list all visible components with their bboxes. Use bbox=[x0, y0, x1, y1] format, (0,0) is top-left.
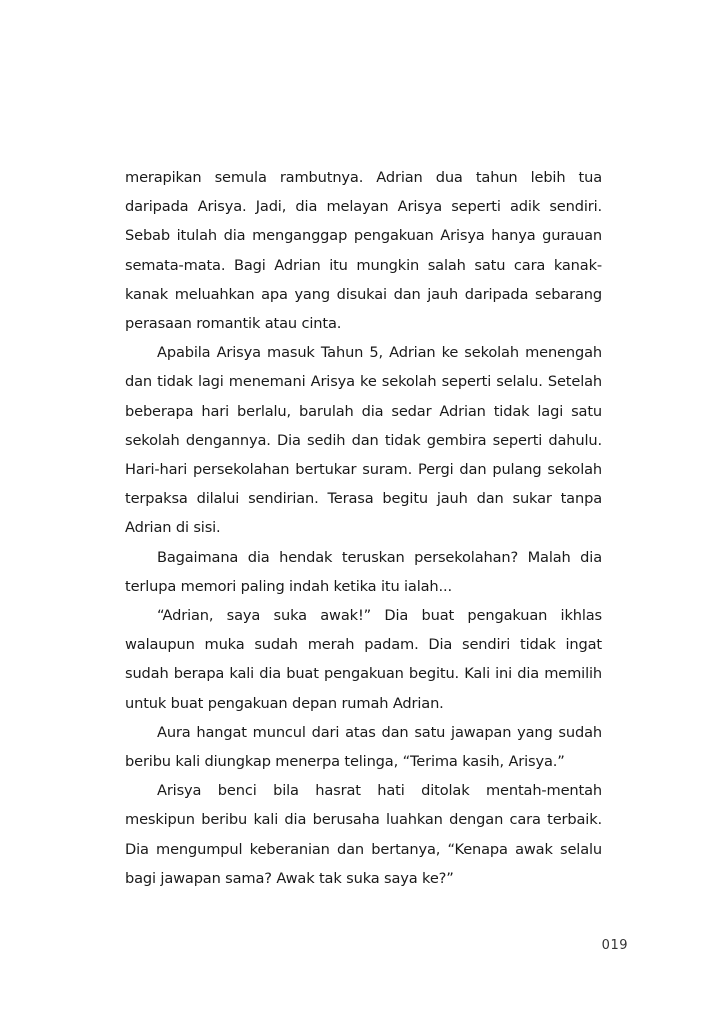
page-number: 019 bbox=[601, 938, 628, 953]
paragraph-continued: merapikan semula rambutnya. Adrian dua tahun lebih tua daripada Arisya. Jadi, dia melayan Arisya seperti adik sendiri. Sebab itulah dia menganggap pengakuan Arisya hanya gurauan semata-mata. Bagi Adrian itu mungkin salah satu cara kanak-kanak meluahkan apa yang disukai dan jauh daripada sebarang perasaan romantik atau cinta. bbox=[125, 169, 602, 333]
paragraph: Apabila Arisya masuk Tahun 5, Adrian ke sekolah menengah dan tidak lagi menemani Arisya ke sekolah seperti selalu. Setelah beberapa hari berlalu, barulah dia sedar Adrian tidak lagi satu sekolah dengannya. Dia sedih dan tidak gembira seperti dahulu. Hari-hari persekolahan bertukar suram. Pergi dan pulang sekolah terpaksa dilalui sendirian. Terasa begitu jauh dan sukar tanpa Adrian di sisi. bbox=[125, 344, 602, 537]
body-text bbox=[125, 163, 602, 893]
paragraph: Aura hangat muncul dari atas dan satu jawapan yang sudah beribu kali diungkap menerpa telinga, “Terima kasih, Arisya.” bbox=[125, 723, 602, 771]
paragraph: Arisya benci bila hasrat hati ditolak mentah-mentah meskipun beribu kali dia berusaha luahkan dengan cara terbaik. Dia mengumpul keberanian dan bertanya, “Kenapa awak selalu bagi jawapan sama? Awak tak suka saya ke?” bbox=[125, 782, 602, 887]
paragraph: Bagaimana dia hendak teruskan persekolahan? Malah dia terlupa memori paling indah ketika itu ialah... bbox=[125, 548, 602, 595]
paragraph: “Adrian, saya suka awak!” Dia buat pengakuan ikhlas walaupun muka sudah merah padam. Dia sendiri tidak ingat sudah berapa kali dia buat pengakuan begitu. Kali ini dia memilih untuk buat pengakuan depan rumah Adrian. bbox=[125, 607, 602, 712]
